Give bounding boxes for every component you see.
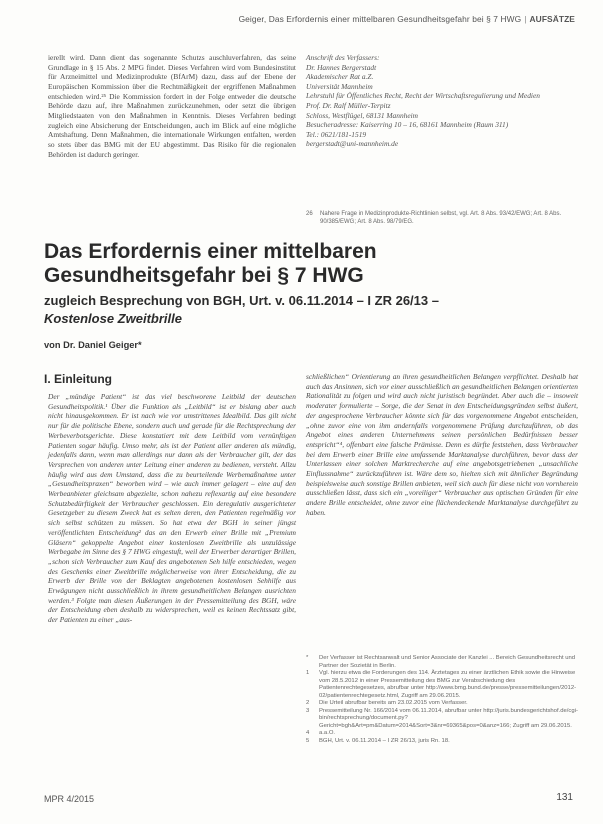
- section-label: AUFSÄTZE: [529, 14, 575, 24]
- footnote-number: 26: [306, 211, 313, 217]
- intro-paragraph-left: Der „mündige Patient“ ist das viel beschworene Leitbild der deutschen Gesundheitspolitik.¹ Über die Funktion als „Leitbild“ ist er bislang aber auch nicht hinausgekommen. Er ist nach wie vor umstrittenes Idealbild. Das gilt nicht nur für die politische Ebene, sondern auch und gerade für die Rechtsprechung der Werbeverbotsgerichte. Diese konstatiert mit dem Leitbild vom vernünftigen Patienten sogar häufig. Umso mehr, als ist der Patient aller anderen als mündig, jedenfalls dann, wenn man allerdings nur dann als der Verbraucher gilt, der das Versprechen von anderen unter Leitung einer anderen zu bedienen, versteht. Allzu häufig wird aus dem Umstand, dass die zu beurteilende Werbemaßnahme unter „Gesundheitspraxen“ beworben wird – wie auch immer gelagert – eine auf den Werbeanbieter gleichsam abgezielte, schon nahezu reflexartig auf eine besondere Schutzbedürftigkeit der Verbraucher geschlossen. Ein deregulativ ausgerichteter Gesetzgeber zu diesem Zweck hat es selten deren, den Patienten regelmäßig vor sich selbst schützen zu müssen. So hat etwa der BGH in seiner jüngst veröffentlichten Entscheidung² das an den Erwerb einer Brille mit „Premium Gläsern“ gekoppelte Angebot einer kostenlosen Zweitbrille als unzulässige Werbegabe im Sinne des § 7 HWG eingestuft, weil der Erwerber derartiger Brillen, „schon sich Verbraucher zum Kauf des angebotenen Seh hilfe entschieden, wegen des Geschenks einer Zweitbrille möglicherweise von ihrer Entscheidung, die zu Erwerb der Brille von der Beklagten angebotenen kostenlosen Sehhilfe aus Erwägungen nicht ausschließlich in ihrem gesundheitlichen Belangen ausrichten werden.³ Folgte man diesen Äußerungen in der Pressemitteilung des BGH, wäre der Entscheidung eben deshalb zu widersprechen, weil es keinen Rechtssatz gibt, der Patienten zu einer „aus-: [48, 392, 296, 625]
- article-author: von Dr. Daniel Geiger*: [44, 340, 142, 350]
- journal-issue: MPR 4/2015: [44, 794, 95, 804]
- footnote-item: [306, 730, 578, 738]
- address-line: Besucheradresse: Kaiserring 10 – 16, 68161 Mannheim (Raum 311): [306, 120, 509, 130]
- footnote-number: 1: [306, 670, 310, 676]
- running-header: [239, 14, 575, 24]
- footnote-number: 2: [306, 700, 310, 706]
- footnote-text: BGH, Urt. v. 06.11.2014 – I ZR 26/13, juris Rn. 18.: [319, 737, 450, 744]
- address-line: Tel.: 0621/181-1519: [306, 129, 367, 139]
- address-line: Lehrstuhl für Öffentliches Recht, Recht der Wirtschaftsregulierung und Medien: [306, 91, 540, 101]
- address-line: Akademischer Rat a.Z.: [306, 72, 374, 82]
- footnote-item: [306, 670, 578, 700]
- address-line: Schloss, Westflügel, 68131 Mannheim: [306, 110, 419, 120]
- continued-paragraph: ierellt wird. Dann dient das sogenannte Schutzs auschluverfahren, das seine Grundlage in § 15 Abs. 2 MPG findet. Dieses Verfahren wird vom Bundesinstitut für Arzneimittel und Medizinprodukte (BfArM) dazu, dass auf der Ebene der Europäischen Kommission über die Rechtmäßigkeit der ergriffenen Maßnahmen entschieden wird.²⁵ Die Kommission fordert in der Folge entweder die deutsche Behörde dazu auf, ihre Maßnahmen zurückzunehmen, oder setzt die übrigen Mitgliedstaaten von den Maßnahmen in Kenntnis. Dieses Verfahren bedingt zugleich eine Absicherung der Entscheidungen, auch im Blick auf eine mögliche Amtshaftung. Denn Maßnahmen, die internationale Wirkungen entfalten, werden so stets über das BMG mit der EU abgestimmt. Das Risiko für die regionalen Behörden ist dadurch geringer.: [48, 53, 296, 159]
- footnote-item: [306, 708, 578, 731]
- footnote-number: 4: [306, 730, 310, 736]
- footnote-item: [306, 700, 578, 708]
- footnote-item: [306, 655, 578, 670]
- address-line: Anschrift des Verfassers:: [306, 53, 380, 62]
- running-title: Geiger, Das Erfordernis einer mittelbaren Gesundheitsgefahr bei § 7 HWG: [238, 14, 522, 24]
- footnote-number: *: [306, 655, 309, 661]
- footnote-text: a.a.O.: [319, 730, 336, 736]
- article-subtitle-italic: Kostenlose Zweitbrille: [44, 311, 182, 326]
- article-title: Das Erfordernis einer mittelbaren Gesundheitsgefahr bei § 7 HWG: [44, 240, 377, 287]
- continued-text-column: [48, 53, 296, 159]
- body-column-right: [306, 372, 578, 518]
- footnote-number: 3: [306, 707, 310, 714]
- article-subtitle: zugleich Besprechung von BGH, Urt. v. 06.11.2014 – I ZR 26/13 –: [44, 293, 439, 308]
- address-email: bergerstadt@uni-mannheim.de: [306, 139, 399, 149]
- address-line: Prof. Dr. Ralf Müller-Terpitz: [306, 100, 391, 110]
- footnote-list: [306, 655, 578, 745]
- footnote-text: Nahere Frage in Medizinprodukte-Richtlinien selbst, vgl. Art. 8 Abs. 93/42/EWG; Art. 8 Abs. 90/385/EWG; Art. 8 Abs. 98/79/EG.: [320, 211, 562, 225]
- footnote-text: Vgl. hierzu etwa die Forderungen des 114. Ärztetages zu einer ärztlichen Ethik sowie die Hinweise vom 28.5.2012 in einer Pressemitteilung des BMG zur Verabschiedung des Patientenrechtegesetzes, abrufbar unter http://www.bmg.bund.de/presse/pressemitteilungen/2012-02/patientenrechtegesetz.html, Zugriff am 29.06.2015.: [319, 670, 577, 699]
- header-separator: |: [524, 14, 527, 24]
- footnote-text: Die Urteil abrufbar bereits am 23.02.2015 vom Verfasser.: [319, 700, 468, 706]
- author-address-block: [306, 53, 576, 149]
- address-line: Dr. Hannes Bergerstadt: [306, 62, 377, 72]
- footnote-text: Pressemitteilung Nr. 166/2014 vom 06.11.2014, abrufbar unter http://juris.bundesgerichtshof.de/cgi-bin/rechtsprechung/document.py?Gericht=bgh&Art=pm&Datum=2014&Sort=3&nr=69365&pos=0&anz=166; Zugriff am 29.06.2015.: [319, 707, 578, 729]
- top-footnote: [306, 210, 576, 226]
- address-line: Universität Mannheim: [306, 81, 373, 91]
- footnote-number: 5: [306, 737, 310, 744]
- section-heading: I. Einleitung: [44, 372, 112, 386]
- body-column-left: [48, 392, 296, 625]
- footnote-text: Der Verfasser ist Rechtsanwalt und Senior Associate der Kanzlei ... Bereich Gesundheitsrecht und Partner der Sozietät in Berlin.: [319, 655, 576, 669]
- footnote-item: [306, 738, 578, 746]
- page-number: 131: [556, 792, 573, 803]
- intro-paragraph-right: schließlichen“ Orientierung an ihren gesundheitlichen Belangen verpflichtet. Deshalb hat auch das Ansinnen, sich vor einer ausschließlich an gesundheitlichen Belangen orientierten Rationalität zu folgen und wird auch nicht juristisch begründet. Aber auch die – insoweit moderater formulierte – Sorge, die der Senat in den Entscheidungsgründen selbst äußert, der angesprochene Verbraucher könnte sich für das vorgenommene Angebot entscheiden, „ohne zuvor eine von ihm andernfalls vorgenommene Prüfung durchzuführen, ob das Angebot eines anderen Unternehmens seinen persönlichen Bedürfnissen besser entspricht“⁴, offenbart eine falsche Prämisse. Denn es dürfte feststehen, dass Verbraucher bei dem Erwerb einer Brille eine umfassende Marktanalyse durchführen, bevor dass der Unterlassen einer solchen Marktrecherche auf eine angebotsgetriebenen „unsachliche Einflussnahme“ zurückzuführen ist. Wäre dem so, hielten sich mit ähnlicher Begründung beispielsweise auch sonstige Brillen anbieten, weil sich auch für diese nicht von vornherein ausschließen lässt, dass sich ein „voreiliger“ Verbraucher aus optischen Gründen für eine andere Brille entscheidet, ohne zuvor eine flächendeckende Marktanalyse durchgeführt zu haben.: [306, 372, 578, 517]
